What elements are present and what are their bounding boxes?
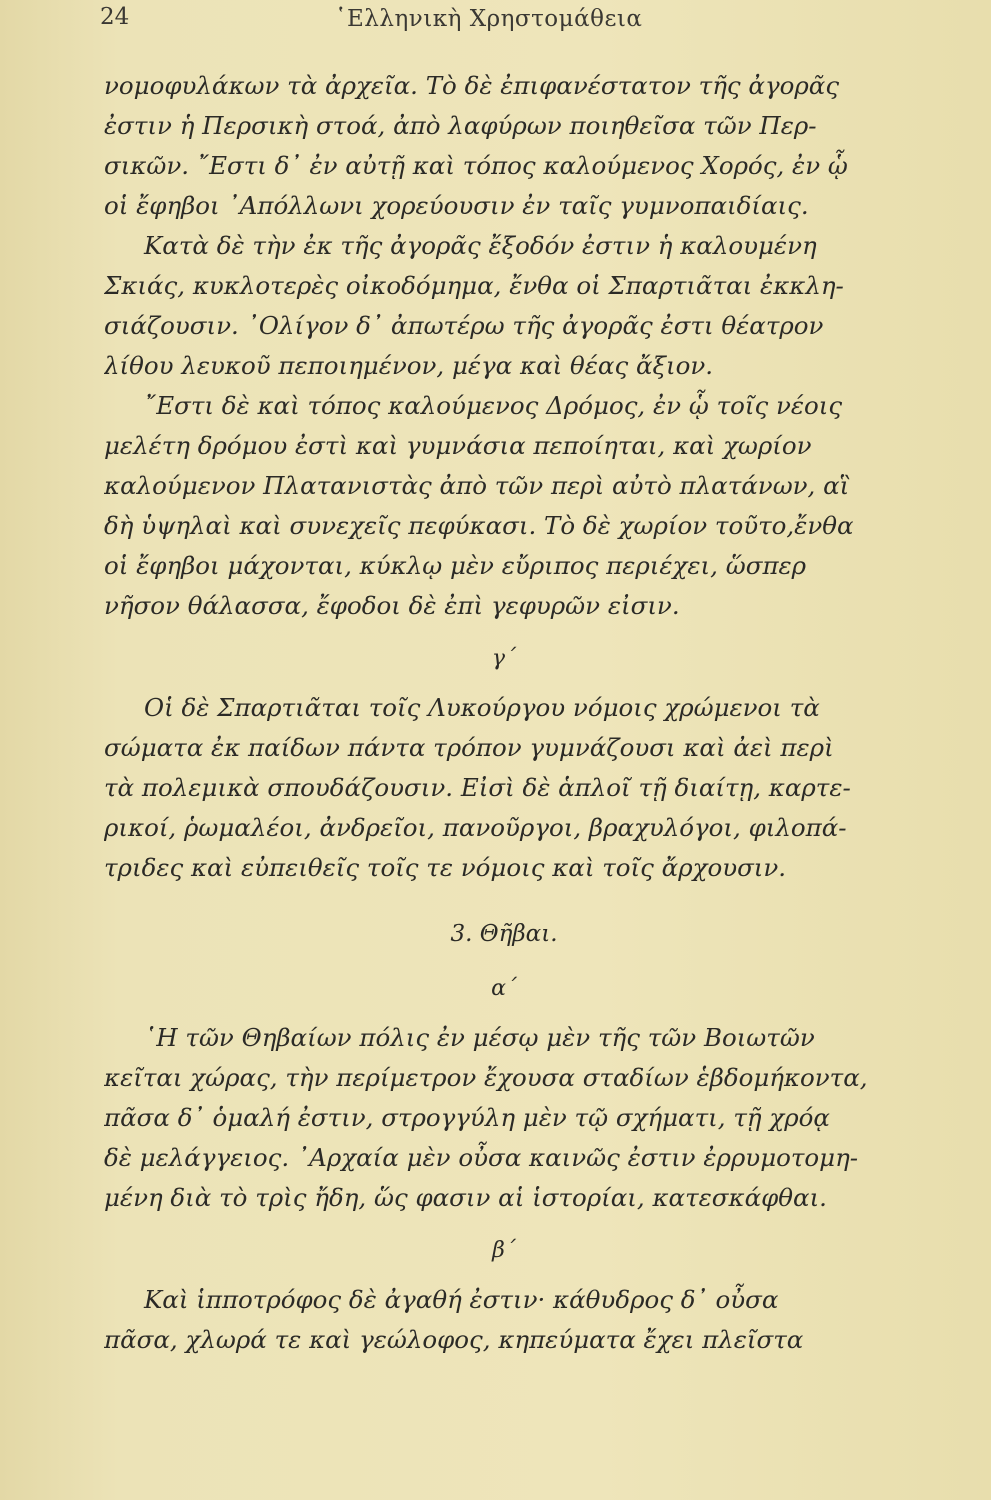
text-line: πᾶσα, χλωρά τε καὶ γεώλοφος, κηπεύματα ἔχει πλεῖστα [104, 1325, 804, 1354]
text-line: ῾Η τῶν Θηβαίων πόλις ἐν μέσῳ μὲν τῆς τῶν Βοιωτῶν [144, 1023, 815, 1052]
text-line: τὰ πολεμικὰ σπουδάζουσιν. Εἰσὶ δὲ ἁπλοῖ τῇ διαίτῃ, καρτε- [104, 773, 851, 802]
text-line: νῆσον θάλασσα, ἔφοδοι δὲ ἐπὶ γεφυρῶν εἰσιν. [104, 591, 680, 620]
text-line: σιάζουσιν. ᾽Ολίγον δ᾽ ἀπωτέρω τῆς ἀγορᾶς ἐστι θέατρον [104, 311, 824, 340]
text-body [104, 66, 904, 1360]
paragraph [104, 66, 904, 226]
text-line: κεῖται χώρας, τὴν περίμετρον ἔχουσα σταδίων ἑβδομήκοντα, [104, 1063, 868, 1092]
text-line: πᾶσα δ᾽ ὁμαλή ἐστιν, στρογγύλη μὲν τῷ σχήματι, τῇ χρόᾳ [104, 1103, 830, 1132]
text-line: μένη διὰ τὸ τρὶς ἤδη, ὥς φασιν αἱ ἱστορίαι, κατεσκάφθαι. [104, 1183, 827, 1212]
paragraph [104, 386, 904, 626]
page-number: 24 [100, 4, 130, 30]
page-header [0, 0, 991, 40]
text-line: σώματα ἐκ παίδων πάντα τρόπον γυμνάζουσι καὶ ἀεὶ περὶ [104, 733, 834, 762]
text-line: Καὶ ἱπποτρόφος δὲ ἀγαθή ἐστιν· κάθυδρος δ᾽ οὖσα [144, 1285, 779, 1314]
text-line: σικῶν. ῎Εστι δ᾽ ἐν αὐτῇ καὶ τόπος καλούμενος Χορός, ἐν ᾧ [104, 151, 848, 180]
text-line: ῎Εστι δὲ καὶ τόπος καλούμενος Δρόμος, ἐν ᾧ τοῖς νέοις [144, 391, 843, 420]
text-line: λίθου λευκοῦ πεποιημένον, μέγα καὶ θέας ἄξιον. [104, 351, 714, 380]
text-line: καλούμενον Πλατανιστὰς ἀπὸ τῶν περὶ αὐτὸ πλατάνων, αἳ [104, 471, 850, 500]
text-line: οἱ ἔφηβοι ᾽Απόλλωνι χορεύουσιν ἐν ταῖς γυμνοπαιδίαις. [104, 191, 809, 220]
text-line: δὴ ὑψηλαὶ καὶ συνεχεῖς πεφύκασι. Τὸ δὲ χωρίον τοῦτο,ἔνθα [104, 511, 854, 540]
text-line: ρικοί, ῥωμαλέοι, ἀνδρεῖοι, πανοῦργοι, βραχυλόγοι, φιλοπά- [104, 813, 847, 842]
text-line: Οἱ δὲ Σπαρτιᾶται τοῖς Λυκούργου νόμοις χρώμενοι τὰ [144, 693, 820, 722]
text-line: μελέτη δρόμου ἐστὶ καὶ γυμνάσια πεποίηται, καὶ χωρίον [104, 431, 812, 460]
text-line: δὲ μελάγγειος. ᾽Αρχαία μὲν οὖσα καινῶς ἐστιν ἐρρυμοτομη- [104, 1143, 859, 1172]
paragraph [104, 226, 904, 386]
running-title: ῾Ελληνικὴ Χρηστομάθεια [335, 6, 643, 32]
section-number: α´ [491, 976, 517, 1001]
section-heading: 3. Θῆβαι. [450, 921, 558, 947]
paragraph [104, 688, 904, 888]
text-line: ἐστιν ἡ Περσικὴ στοά, ἀπὸ λαφύρων ποιηθεῖσα τῶν Περ- [104, 111, 817, 140]
text-line: Σκιάς, κυκλοτερὲς οἰκοδόμημα, ἔνθα οἱ Σπαρτιᾶται ἐκκλη- [104, 271, 844, 300]
text-line: οἱ ἔφηβοι μάχονται, κύκλῳ μὲν εὔριπος περιέχει, ὥσπερ [104, 551, 807, 580]
section-number: γ´ [491, 646, 517, 671]
section-number: β´ [492, 1238, 516, 1263]
text-line: τριδες καὶ εὐπειθεῖς τοῖς τε νόμοις καὶ τοῖς ἄρχουσιν. [104, 853, 787, 882]
paragraph [104, 1018, 904, 1218]
paragraph [104, 1280, 904, 1360]
text-line: Κατὰ δὲ τὴν ἐκ τῆς ἀγορᾶς ἔξοδόν ἐστιν ἡ καλουμένη [144, 231, 817, 260]
text-line: νομοφυλάκων τὰ ἀρχεῖα. Τὸ δὲ ἐπιφανέστατον τῆς ἀγορᾶς [104, 71, 840, 100]
